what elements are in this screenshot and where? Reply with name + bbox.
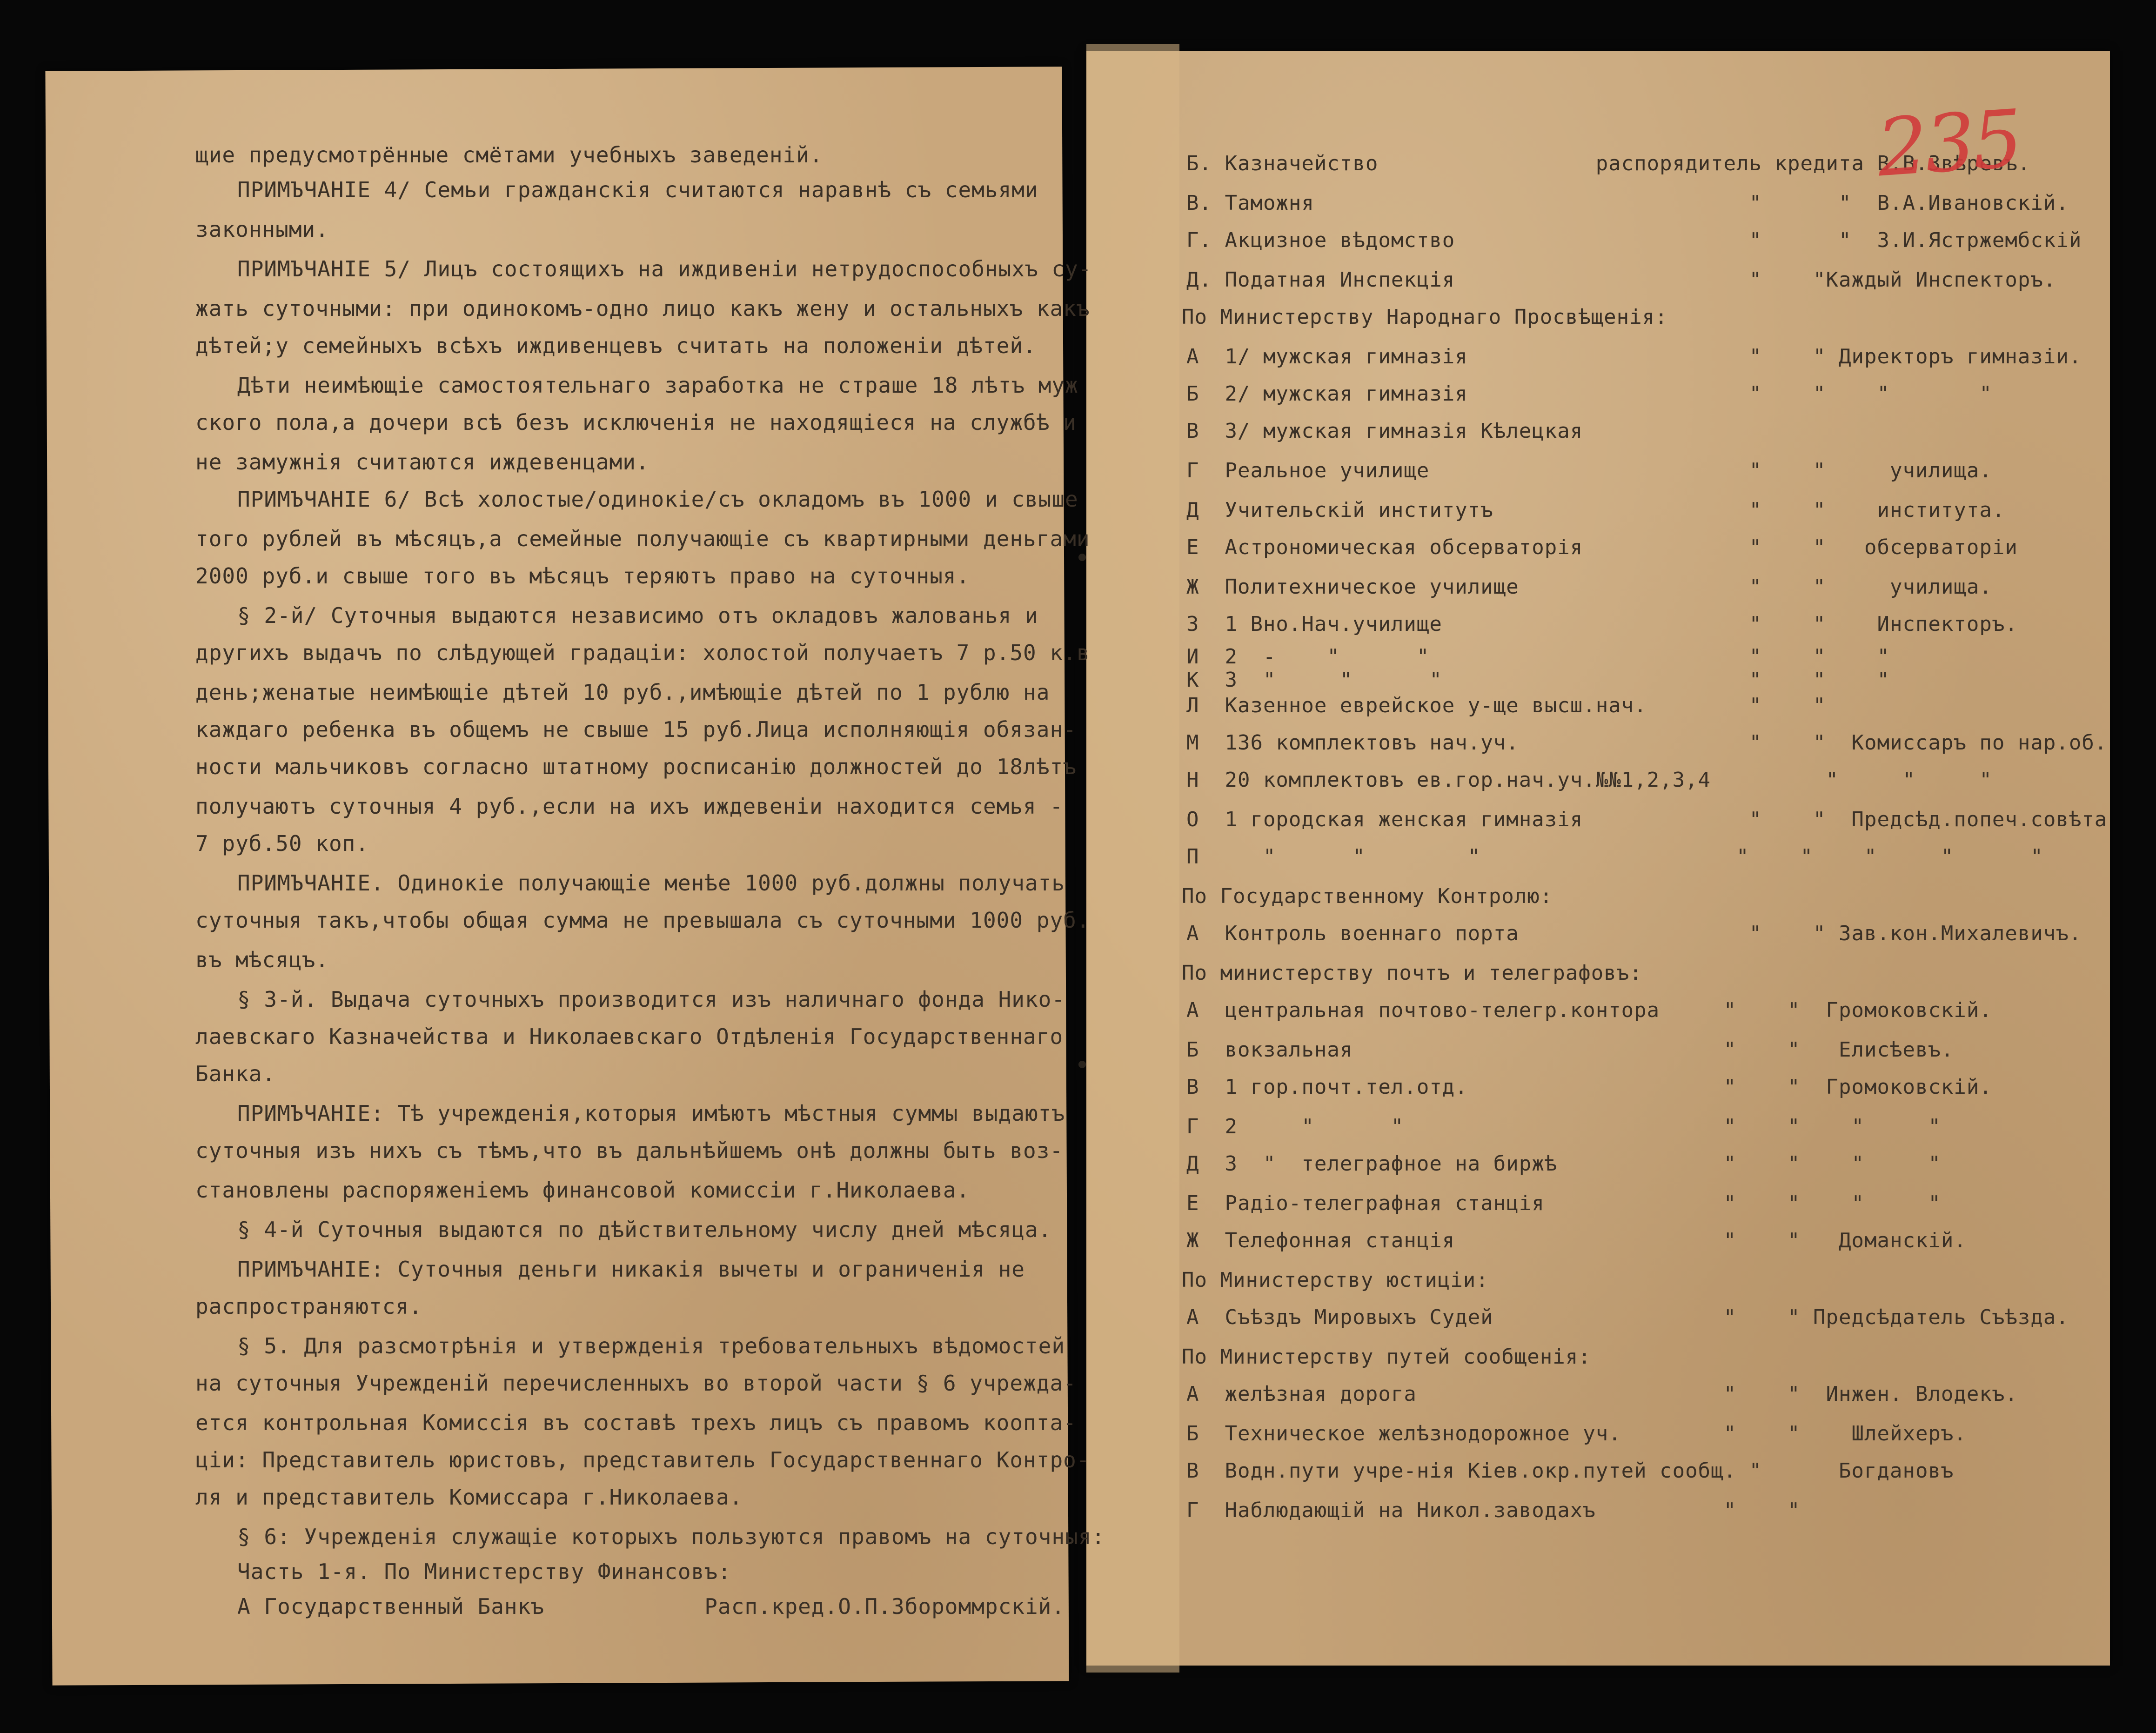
text-line: П " " " " " " " " bbox=[1186, 845, 2043, 869]
text-line: Д Учительскій институтъ " " института. bbox=[1186, 498, 2005, 522]
text-line: ПРИМЪЧАНІЕ 6/ Всѣ холостые/одинокіе/съ окладомъ въ 1000 и свыше bbox=[237, 487, 1078, 512]
text-line: дѣтей;у семейныхъ всѣхъ иждивенцевъ считать на положеніи дѣтей. bbox=[195, 333, 1037, 358]
text-line: А Контроль военнаго порта " " Зав.кон.Михалевичъ. bbox=[1186, 922, 2082, 945]
text-line: того рублей въ мѣсяцъ,а семейные получающіе съ квартирными деньгами bbox=[195, 526, 1090, 551]
text-line: Г Реальное училище " " училища. bbox=[1186, 459, 1992, 482]
text-line: Д 3 " телеграфное на биржѣ " " " " bbox=[1186, 1152, 1941, 1176]
text-line: Ж Политехническое училище " " училища. bbox=[1186, 575, 1992, 599]
text-line: В 1 гор.почт.тел.отд. " " Громоковскій. bbox=[1186, 1075, 1992, 1099]
text-line: щие предусмотрённые смётами учебныхъ заведеній. bbox=[195, 142, 823, 167]
text-line: В Водн.пути учре-нія Кіев.окр.путей сообщ. " Богдановъ bbox=[1186, 1459, 1954, 1483]
text-line: § 6: Учрежденія служащіе которыхъ пользуются правомъ на суточныя: bbox=[237, 1524, 1105, 1549]
text-line: ПРИМЪЧАНІЕ 5/ Лицъ состоящихъ на иждивеніи нетрудоспособныхъ су- bbox=[237, 256, 1092, 281]
text-line: распространяются. bbox=[195, 1294, 422, 1319]
text-line: § 2-й/ Суточныя выдаются независимо отъ окладовъ жалованья и bbox=[237, 603, 1038, 628]
text-line: По Министерству Народнаго Просвѣщенія: bbox=[1182, 305, 1668, 329]
text-line: суточныя изъ нихъ съ тѣмъ,что въ дальнѣйшемъ онѣ должны быть воз- bbox=[195, 1138, 1064, 1163]
text-line: А Государственный Банкъ Расп.кред.О.П.Збороммрскій. bbox=[237, 1594, 1065, 1619]
text-line: По Министерству юстиціи: bbox=[1182, 1268, 1489, 1292]
text-line: каждаго ребенка въ общемъ не свыше 15 руб.Лица исполняющія обязан- bbox=[195, 717, 1077, 742]
text-line: Б Техническое желѣзнодорожное уч. " " Шлейхеръ. bbox=[1186, 1422, 1967, 1445]
text-line: М 136 комплектовъ нач.уч. " " Комиссаръ по нар.об. bbox=[1186, 731, 2108, 755]
text-line: По министерству почтъ и телеграфовъ: bbox=[1182, 961, 1642, 985]
text-line: Е Астрономическая обсерваторія " " обсерваторіи bbox=[1186, 535, 2018, 559]
text-line: В. Таможня " " В.А.Ивановскій. bbox=[1186, 191, 2069, 215]
text-line: Б вокзальная " " Елисѣевъ. bbox=[1186, 1038, 1954, 1062]
text-line: По Министерству путей сообщенія: bbox=[1182, 1345, 1591, 1369]
text-line: ется контрольная Комиссія въ составѣ трехъ лицъ съ правомъ коопта- bbox=[195, 1410, 1077, 1435]
text-line: 7 руб.50 коп. bbox=[195, 831, 369, 856]
text-line: З 1 Вно.Нач.училище " " Инспекторъ. bbox=[1186, 612, 2018, 636]
text-line: день;женатые неимѣющіе дѣтей 10 руб.,имѣющіе дѣтей по 1 рублю на bbox=[195, 680, 1050, 705]
text-line: Б. Казначейство распорядитель кредита В.В.Звѣревъ. bbox=[1186, 152, 2031, 175]
text-line: въ мѣсяцъ. bbox=[195, 947, 329, 972]
text-line: Г. Акцизное вѣдомство " " З.И.Ястржембскій bbox=[1186, 228, 2082, 252]
text-line: становлены распоряженіемъ финансовой комиссіи г.Николаева. bbox=[195, 1178, 970, 1203]
text-line: жать суточными: при одинокомъ-одно лицо какъ жену и остальныхъ какъ bbox=[195, 296, 1090, 321]
archive-page-number: 235 bbox=[1874, 93, 2023, 195]
text-line: А центральная почтово-телегр.контора " " Громоковскій. bbox=[1186, 998, 1992, 1022]
text-line: А Съѣздъ Мировыхъ Судей " " Предсѣдатель Съѣзда. bbox=[1186, 1305, 2069, 1329]
text-line: на суточныя Учрежденій перечисленныхъ во второй части § 6 учрежда- bbox=[195, 1371, 1077, 1396]
binding-strip bbox=[1086, 44, 1179, 1673]
text-line: О 1 городская женская гимназія " " Предсѣд.попеч.совѣта bbox=[1186, 808, 2108, 831]
text-line: § 3-й. Выдача суточныхъ производится изъ наличнаго фонда Нико- bbox=[237, 987, 1065, 1012]
text-line: Дѣти неимѣющіе самостоятельнаго заработка не страше 18 лѣтъ муж bbox=[237, 373, 1078, 398]
text-line: Часть 1-я. По Министерству Финансовъ: bbox=[237, 1559, 731, 1584]
text-line: Е Радіо-телеграфная станція " " " " bbox=[1186, 1191, 1941, 1215]
text-line: 2000 руб.и свыше того въ мѣсяцъ теряютъ право на суточныя. bbox=[195, 563, 970, 589]
text-line: Ж Телефонная станція " " Доманскій. bbox=[1186, 1229, 1967, 1252]
text-line: В 3/ мужская гимназія Кѣлецкая bbox=[1186, 419, 1583, 443]
text-line: Д. Податная Инспекція " "Каждый Инспекторъ. bbox=[1186, 268, 2056, 292]
text-line: ПРИМЪЧАНІЕ: Тѣ учрежденія,которыя имѣютъ мѣстныя суммы выдаютъ bbox=[237, 1101, 1065, 1126]
text-line: К 3 " " " " " " bbox=[1186, 668, 1890, 692]
text-line: ля и представитель Комиссара г.Николаева. bbox=[195, 1485, 743, 1510]
text-line: получаютъ суточныя 4 руб.,если на ихъ иждевеніи находится семья - bbox=[195, 794, 1064, 819]
text-line: ціи: Представитель юристовъ, представитель Государственнаго Контро- bbox=[195, 1447, 1090, 1472]
text-line: лаевскаго Казначейства и Николаевскаго Отдѣленія Государственнаго bbox=[195, 1024, 1064, 1049]
text-line: законными. bbox=[195, 217, 329, 242]
text-line: Б 2/ мужская гимназія " " " " bbox=[1186, 382, 1992, 406]
text-line: ности мальчиковъ согласно штатному росписанію должностей до 18лѣтъ bbox=[195, 754, 1077, 779]
text-line: Н 20 комплектовъ ев.гор.нач.уч.№№1,2,3,4 " " " bbox=[1186, 768, 1992, 792]
text-line: По Государственному Контролю: bbox=[1182, 884, 1553, 908]
text-line: ПРИМЪЧАНІЕ: Суточныя деньги никакія вычеты и ограниченія не bbox=[237, 1257, 1025, 1282]
text-line: Банка. bbox=[195, 1061, 276, 1086]
text-line: Г 2 " " " " " " bbox=[1186, 1115, 1941, 1138]
text-line: Г Наблюдающій на Никол.заводахъ " " bbox=[1186, 1499, 1801, 1522]
text-line: ПРИМЪЧАНІЕ 4/ Семьи гражданскія считаются наравнѣ съ семьями bbox=[237, 177, 1038, 202]
text-line: И 2 - " " " " " bbox=[1186, 645, 1890, 669]
text-line: § 5. Для разсмотрѣнія и утвержденія требовательныхъ вѣдомостей bbox=[237, 1333, 1065, 1358]
text-line: § 4-й Суточныя выдаются по дѣйствительному числу дней мѣсяца. bbox=[237, 1217, 1052, 1242]
binding-hole bbox=[1078, 554, 1086, 561]
binding-hole bbox=[1078, 1061, 1086, 1068]
text-line: А 1/ мужская гимназія " " Директоръ гимназіи. bbox=[1186, 345, 2082, 368]
text-line: ПРИМЪЧАНІЕ. Одинокіе получающіе менѣе 1000 руб.должны получать bbox=[237, 870, 1065, 896]
text-line: другихъ выдачъ по слѣдующей градаціи: холостой получаетъ 7 р.50 к.в bbox=[195, 640, 1090, 665]
text-line: суточныя такъ,чтобы общая сумма не превышала съ суточными 1000 руб. bbox=[195, 908, 1090, 933]
text-line: не замужнія считаются иждевенцами. bbox=[195, 449, 649, 475]
text-line: А желѣзная дорога " " Инжен. Влодекъ. bbox=[1186, 1382, 2018, 1406]
text-line: ского пола,а дочери всѣ безъ исключенія не находящіеся на службѣ и bbox=[195, 410, 1077, 435]
text-line: Л Казенное еврейское у-ще высш.нач. " " bbox=[1186, 694, 1826, 717]
